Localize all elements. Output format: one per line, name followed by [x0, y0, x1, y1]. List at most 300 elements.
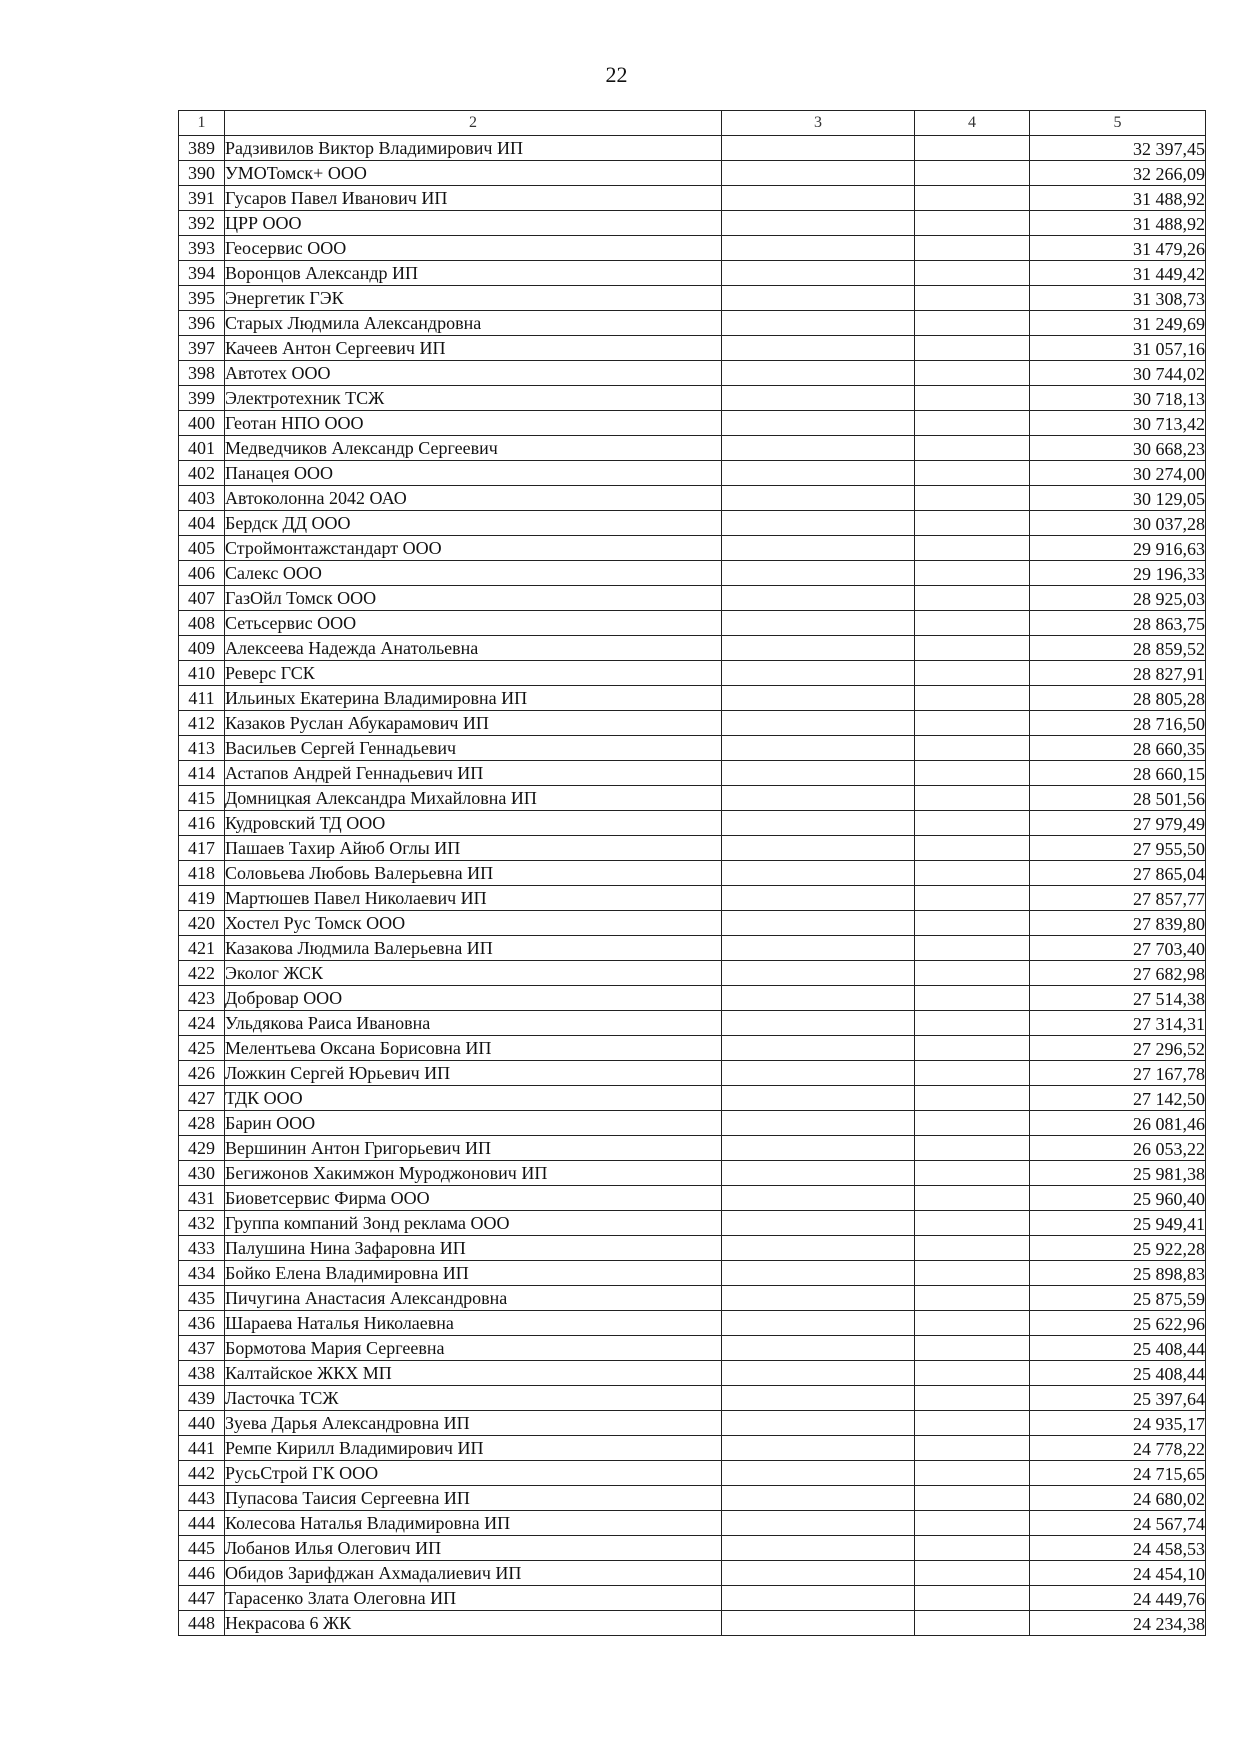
row-col-4 — [915, 1136, 1030, 1161]
row-name: Качеев Антон Сергеевич ИП — [225, 336, 722, 361]
row-col-3 — [722, 786, 915, 811]
row-amount: 28 660,35 — [1030, 736, 1206, 761]
row-amount: 27 142,50 — [1030, 1086, 1206, 1111]
row-amount: 25 949,41 — [1030, 1211, 1206, 1236]
row-name: ТДК ООО — [225, 1086, 722, 1111]
row-name: Биоветсервис Фирма ООО — [225, 1186, 722, 1211]
table-row — [179, 886, 1206, 911]
row-name: Шараева Наталья Николаевна — [225, 1311, 722, 1336]
table-row — [179, 411, 1206, 436]
row-amount: 27 314,31 — [1030, 1011, 1206, 1036]
row-number: 402 — [179, 461, 225, 486]
row-name: Воронцов Александр ИП — [225, 261, 722, 286]
row-name: Барин ООО — [225, 1111, 722, 1136]
row-col-3 — [722, 1186, 915, 1211]
row-name: Автоколонна 2042 ОАО — [225, 486, 722, 511]
row-col-3 — [722, 136, 915, 161]
row-name: Домницкая Александра Михайловна ИП — [225, 786, 722, 811]
row-amount: 24 935,17 — [1030, 1411, 1206, 1436]
row-number: 435 — [179, 1286, 225, 1311]
row-col-3 — [722, 186, 915, 211]
row-amount: 27 682,98 — [1030, 961, 1206, 986]
row-amount: 25 397,64 — [1030, 1386, 1206, 1411]
row-amount: 31 308,73 — [1030, 286, 1206, 311]
row-col-4 — [915, 186, 1030, 211]
table-row — [179, 311, 1206, 336]
row-amount: 25 408,44 — [1030, 1361, 1206, 1386]
table-row — [179, 286, 1206, 311]
table-row — [179, 1211, 1206, 1236]
row-amount: 26 053,22 — [1030, 1136, 1206, 1161]
row-name: Пашаев Тахир Айюб Оглы ИП — [225, 836, 722, 861]
table-row — [179, 761, 1206, 786]
table-row — [179, 1286, 1206, 1311]
row-col-3 — [722, 536, 915, 561]
row-name: Казакова Людмила Валерьевна ИП — [225, 936, 722, 961]
row-col-3 — [722, 886, 915, 911]
row-amount: 24 778,22 — [1030, 1436, 1206, 1461]
row-number: 397 — [179, 336, 225, 361]
row-col-3 — [722, 561, 915, 586]
row-col-4 — [915, 386, 1030, 411]
row-col-3 — [722, 1161, 915, 1186]
row-amount: 24 715,65 — [1030, 1461, 1206, 1486]
table-row — [179, 711, 1206, 736]
row-amount: 24 680,02 — [1030, 1486, 1206, 1511]
row-col-3 — [722, 436, 915, 461]
row-col-4 — [915, 1161, 1030, 1186]
ledger-body — [179, 136, 1206, 1636]
row-number: 422 — [179, 961, 225, 986]
row-col-4 — [915, 886, 1030, 911]
row-name: Обидов Зарифджан Ахмадалиевич ИП — [225, 1561, 722, 1586]
row-col-4 — [915, 161, 1030, 186]
row-number: 398 — [179, 361, 225, 386]
table-row — [179, 1611, 1206, 1636]
row-col-4 — [915, 1086, 1030, 1111]
row-col-4 — [915, 836, 1030, 861]
row-col-4 — [915, 936, 1030, 961]
row-amount: 30 037,28 — [1030, 511, 1206, 536]
row-number: 396 — [179, 311, 225, 336]
row-amount: 27 167,78 — [1030, 1061, 1206, 1086]
row-col-3 — [722, 961, 915, 986]
row-name: Панацея ООО — [225, 461, 722, 486]
row-amount: 28 827,91 — [1030, 661, 1206, 686]
row-col-3 — [722, 211, 915, 236]
row-name: Тарасенко Злата Олеговна ИП — [225, 1586, 722, 1611]
row-name: УМОТомск+ ООО — [225, 161, 722, 186]
row-amount: 31 488,92 — [1030, 211, 1206, 236]
row-name: Медведчиков Александр Сергеевич — [225, 436, 722, 461]
row-col-3 — [722, 1411, 915, 1436]
table-row — [179, 961, 1206, 986]
row-amount: 28 925,03 — [1030, 586, 1206, 611]
row-amount: 27 857,77 — [1030, 886, 1206, 911]
table-row — [179, 461, 1206, 486]
row-name: РусьСтрой ГК ООО — [225, 1461, 722, 1486]
row-col-4 — [915, 1561, 1030, 1586]
row-name: Ложкин Сергей Юрьевич ИП — [225, 1061, 722, 1086]
row-amount: 27 296,52 — [1030, 1036, 1206, 1061]
row-amount: 25 875,59 — [1030, 1286, 1206, 1311]
row-number: 428 — [179, 1111, 225, 1136]
row-col-4 — [915, 1361, 1030, 1386]
row-amount: 25 622,96 — [1030, 1311, 1206, 1336]
row-col-3 — [722, 1336, 915, 1361]
row-col-3 — [722, 386, 915, 411]
row-number: 394 — [179, 261, 225, 286]
table-row — [179, 336, 1206, 361]
row-amount: 31 479,26 — [1030, 236, 1206, 261]
row-col-3 — [722, 511, 915, 536]
row-amount: 25 898,83 — [1030, 1261, 1206, 1286]
row-col-4 — [915, 461, 1030, 486]
row-col-3 — [722, 1061, 915, 1086]
row-name: Колесова Наталья Владимировна ИП — [225, 1511, 722, 1536]
row-name: Алексеева Надежда Анатольевна — [225, 636, 722, 661]
row-col-4 — [915, 411, 1030, 436]
row-col-3 — [722, 1561, 915, 1586]
row-number: 424 — [179, 1011, 225, 1036]
row-col-3 — [722, 861, 915, 886]
row-col-3 — [722, 1011, 915, 1036]
row-col-4 — [915, 1586, 1030, 1611]
row-col-3 — [722, 161, 915, 186]
table-row — [179, 661, 1206, 686]
row-col-3 — [722, 1486, 915, 1511]
row-col-3 — [722, 736, 915, 761]
page-number: 22 — [605, 62, 628, 87]
row-name: Сетьсервис ООО — [225, 611, 722, 636]
table-row — [179, 1486, 1206, 1511]
table-row — [179, 1061, 1206, 1086]
ledger-table — [178, 110, 1206, 1636]
row-col-3 — [722, 461, 915, 486]
row-amount: 27 703,40 — [1030, 936, 1206, 961]
table-row — [179, 1011, 1206, 1036]
row-col-4 — [915, 1261, 1030, 1286]
row-name: Ильиных Екатерина Владимировна ИП — [225, 686, 722, 711]
row-amount: 27 839,80 — [1030, 911, 1206, 936]
row-col-4 — [915, 261, 1030, 286]
row-col-3 — [722, 611, 915, 636]
row-number: 399 — [179, 386, 225, 411]
row-col-4 — [915, 1461, 1030, 1486]
header-col-4: 4 — [915, 111, 1030, 136]
table-row — [179, 1361, 1206, 1386]
table-row — [179, 1586, 1206, 1611]
row-amount: 24 454,10 — [1030, 1561, 1206, 1586]
row-amount: 24 234,38 — [1030, 1611, 1206, 1636]
table-row — [179, 361, 1206, 386]
row-amount: 30 713,42 — [1030, 411, 1206, 436]
row-name: Группа компаний Зонд реклама ООО — [225, 1211, 722, 1236]
row-col-4 — [915, 961, 1030, 986]
row-col-4 — [915, 761, 1030, 786]
row-amount: 26 081,46 — [1030, 1111, 1206, 1136]
row-amount: 30 274,00 — [1030, 461, 1206, 486]
table-row — [179, 811, 1206, 836]
table-row — [179, 536, 1206, 561]
row-name: Строймонтажстандарт ООО — [225, 536, 722, 561]
row-amount: 24 449,76 — [1030, 1586, 1206, 1611]
row-name: Гусаров Павел Иванович ИП — [225, 186, 722, 211]
row-col-3 — [722, 1311, 915, 1336]
row-col-4 — [915, 361, 1030, 386]
row-col-4 — [915, 1486, 1030, 1511]
row-name: Мелентьева Оксана Борисовна ИП — [225, 1036, 722, 1061]
row-name: ГазОйл Томск ООО — [225, 586, 722, 611]
row-amount: 29 916,63 — [1030, 536, 1206, 561]
row-col-4 — [915, 661, 1030, 686]
row-name: Зуева Дарья Александровна ИП — [225, 1411, 722, 1436]
row-col-4 — [915, 611, 1030, 636]
row-name: Электротехник ТСЖ — [225, 386, 722, 411]
row-col-3 — [722, 911, 915, 936]
row-col-3 — [722, 1036, 915, 1061]
row-col-4 — [915, 1611, 1030, 1636]
row-col-4 — [915, 236, 1030, 261]
row-col-3 — [722, 1536, 915, 1561]
table-row — [179, 1161, 1206, 1186]
row-col-3 — [722, 1236, 915, 1261]
row-name: Мартюшев Павел Николаевич ИП — [225, 886, 722, 911]
row-col-3 — [722, 1086, 915, 1111]
table-row — [179, 211, 1206, 236]
table-row — [179, 511, 1206, 536]
row-number: 410 — [179, 661, 225, 686]
row-number: 432 — [179, 1211, 225, 1236]
row-col-4 — [915, 1061, 1030, 1086]
row-name: Геосервис ООО — [225, 236, 722, 261]
table-row — [179, 261, 1206, 286]
row-col-4 — [915, 1311, 1030, 1336]
row-col-3 — [722, 636, 915, 661]
row-amount: 28 660,15 — [1030, 761, 1206, 786]
row-number: 443 — [179, 1486, 225, 1511]
row-col-3 — [722, 1136, 915, 1161]
row-amount: 27 514,38 — [1030, 986, 1206, 1011]
row-col-4 — [915, 1386, 1030, 1411]
row-col-3 — [722, 236, 915, 261]
row-amount: 28 501,56 — [1030, 786, 1206, 811]
row-col-4 — [915, 911, 1030, 936]
row-name: Калтайское ЖКХ МП — [225, 1361, 722, 1386]
row-col-3 — [722, 1611, 915, 1636]
row-amount: 24 458,53 — [1030, 1536, 1206, 1561]
row-name: Палушина Нина Зафаровна ИП — [225, 1236, 722, 1261]
row-number: 411 — [179, 686, 225, 711]
row-name: Геотан НПО ООО — [225, 411, 722, 436]
row-name: Лобанов Илья Олегович ИП — [225, 1536, 722, 1561]
row-col-3 — [722, 1386, 915, 1411]
row-name: Эколог ЖСК — [225, 961, 722, 986]
row-col-3 — [722, 1286, 915, 1311]
table-row — [179, 1511, 1206, 1536]
row-col-4 — [915, 536, 1030, 561]
row-number: 448 — [179, 1611, 225, 1636]
row-col-3 — [722, 936, 915, 961]
row-col-4 — [915, 1336, 1030, 1361]
row-col-3 — [722, 586, 915, 611]
row-amount: 30 129,05 — [1030, 486, 1206, 511]
row-col-4 — [915, 1236, 1030, 1261]
table-row — [179, 186, 1206, 211]
row-name: Реверс ГСК — [225, 661, 722, 686]
row-amount: 28 863,75 — [1030, 611, 1206, 636]
row-number: 403 — [179, 486, 225, 511]
row-name: Салекс ООО — [225, 561, 722, 586]
row-name: Ласточка ТСЖ — [225, 1386, 722, 1411]
row-amount: 28 805,28 — [1030, 686, 1206, 711]
row-col-4 — [915, 586, 1030, 611]
row-number: 426 — [179, 1061, 225, 1086]
table-row — [179, 161, 1206, 186]
row-col-4 — [915, 286, 1030, 311]
row-number: 407 — [179, 586, 225, 611]
row-amount: 31 249,69 — [1030, 311, 1206, 336]
table-row — [179, 1411, 1206, 1436]
row-amount: 25 960,40 — [1030, 1186, 1206, 1211]
row-col-3 — [722, 661, 915, 686]
table-row — [179, 236, 1206, 261]
row-number: 440 — [179, 1411, 225, 1436]
row-number: 395 — [179, 286, 225, 311]
row-name: Радзивилов Виктор Владимирович ИП — [225, 136, 722, 161]
row-number: 439 — [179, 1386, 225, 1411]
row-col-3 — [722, 836, 915, 861]
table-row — [179, 1336, 1206, 1361]
row-col-3 — [722, 286, 915, 311]
row-name: Некрасова 6 ЖК — [225, 1611, 722, 1636]
row-number: 425 — [179, 1036, 225, 1061]
row-col-3 — [722, 1111, 915, 1136]
row-amount: 28 859,52 — [1030, 636, 1206, 661]
row-amount: 30 744,02 — [1030, 361, 1206, 386]
table-row — [179, 436, 1206, 461]
row-col-4 — [915, 336, 1030, 361]
table-row — [179, 1561, 1206, 1586]
table-row — [179, 1461, 1206, 1486]
row-col-4 — [915, 711, 1030, 736]
table-row — [179, 486, 1206, 511]
header-col-2: 2 — [225, 111, 722, 136]
row-name: Бегижонов Хакимжон Муроджонович ИП — [225, 1161, 722, 1186]
table-row — [179, 986, 1206, 1011]
row-col-3 — [722, 336, 915, 361]
row-col-4 — [915, 211, 1030, 236]
table-row — [179, 1236, 1206, 1261]
row-number: 423 — [179, 986, 225, 1011]
row-name: Бойко Елена Владимировна ИП — [225, 1261, 722, 1286]
table-row — [179, 1386, 1206, 1411]
row-amount: 27 955,50 — [1030, 836, 1206, 861]
row-number: 408 — [179, 611, 225, 636]
table-row — [179, 686, 1206, 711]
header-col-5: 5 — [1030, 111, 1206, 136]
table-row — [179, 1311, 1206, 1336]
row-col-3 — [722, 1261, 915, 1286]
row-name: Астапов Андрей Геннадьевич ИП — [225, 761, 722, 786]
row-col-4 — [915, 1536, 1030, 1561]
row-number: 445 — [179, 1536, 225, 1561]
row-number: 409 — [179, 636, 225, 661]
row-col-3 — [722, 686, 915, 711]
row-col-4 — [915, 486, 1030, 511]
row-name: Бердск ДД ООО — [225, 511, 722, 536]
row-col-4 — [915, 1286, 1030, 1311]
row-number: 416 — [179, 811, 225, 836]
row-col-3 — [722, 486, 915, 511]
row-number: 415 — [179, 786, 225, 811]
table-row — [179, 386, 1206, 411]
row-col-4 — [915, 636, 1030, 661]
row-number: 401 — [179, 436, 225, 461]
row-col-4 — [915, 786, 1030, 811]
row-amount: 31 488,92 — [1030, 186, 1206, 211]
row-amount: 30 668,23 — [1030, 436, 1206, 461]
row-number: 438 — [179, 1361, 225, 1386]
row-col-3 — [722, 811, 915, 836]
table-row — [179, 1136, 1206, 1161]
row-number: 442 — [179, 1461, 225, 1486]
row-col-4 — [915, 436, 1030, 461]
row-col-3 — [722, 1361, 915, 1386]
row-name: Соловьева Любовь Валерьевна ИП — [225, 861, 722, 886]
row-col-3 — [722, 986, 915, 1011]
row-col-3 — [722, 361, 915, 386]
row-col-4 — [915, 811, 1030, 836]
row-name: Кудровский ТД ООО — [225, 811, 722, 836]
row-number: 437 — [179, 1336, 225, 1361]
row-number: 418 — [179, 861, 225, 886]
row-name: Добровар ООО — [225, 986, 722, 1011]
row-number: 444 — [179, 1511, 225, 1536]
row-number: 412 — [179, 711, 225, 736]
row-amount: 29 196,33 — [1030, 561, 1206, 586]
row-col-4 — [915, 736, 1030, 761]
row-amount: 24 567,74 — [1030, 1511, 1206, 1536]
table-row — [179, 1536, 1206, 1561]
table-row — [179, 611, 1206, 636]
row-name: Хостел Рус Томск ООО — [225, 911, 722, 936]
row-col-4 — [915, 1011, 1030, 1036]
table-row — [179, 836, 1206, 861]
row-col-3 — [722, 1511, 915, 1536]
row-col-4 — [915, 1111, 1030, 1136]
row-number: 430 — [179, 1161, 225, 1186]
row-amount: 25 408,44 — [1030, 1336, 1206, 1361]
table-row — [179, 861, 1206, 886]
row-name: Энергетик ГЭК — [225, 286, 722, 311]
row-name: Пупасова Таисия Сергеевна ИП — [225, 1486, 722, 1511]
row-number: 427 — [179, 1086, 225, 1111]
row-col-4 — [915, 1186, 1030, 1211]
row-name: Ремпе Кирилл Владимирович ИП — [225, 1436, 722, 1461]
row-amount: 32 266,09 — [1030, 161, 1206, 186]
table-row — [179, 636, 1206, 661]
table-row — [179, 1111, 1206, 1136]
row-col-3 — [722, 1211, 915, 1236]
row-col-4 — [915, 1511, 1030, 1536]
row-amount: 25 922,28 — [1030, 1236, 1206, 1261]
row-number: 406 — [179, 561, 225, 586]
row-number: 436 — [179, 1311, 225, 1336]
row-number: 431 — [179, 1186, 225, 1211]
row-col-3 — [722, 1461, 915, 1486]
row-number: 419 — [179, 886, 225, 911]
